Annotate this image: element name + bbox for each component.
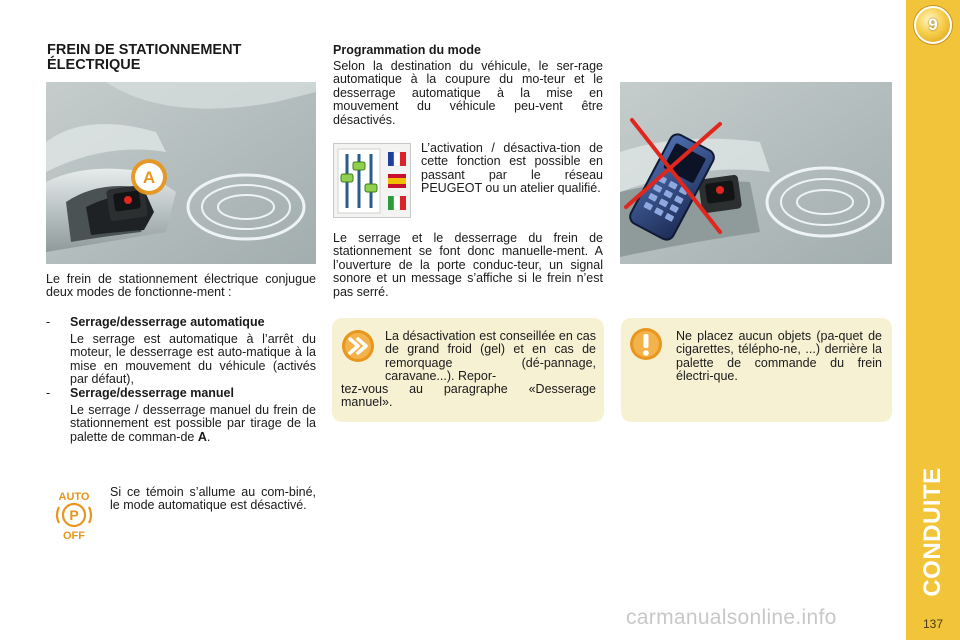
mode-manual-marker: A <box>197 429 207 444</box>
mode-manual-description <box>70 404 316 444</box>
auto-icon-text-top: AUTO <box>58 491 90 503</box>
marker-a-label: A <box>142 168 156 187</box>
advice-note-text-continued: tez-vous au paragraphe «Desserage manuel». <box>341 382 596 410</box>
mode-manual-heading: Serrage/desserrage manuel <box>70 386 234 400</box>
watermark: carmanualsonline.info <box>626 606 837 629</box>
warning-note-text: Ne placez aucun objets (pa-quet de cigarettes, télépho-ne, ...) derrière la palette de commande du frein électri-que. <box>676 329 882 384</box>
page-title-line1: FREIN DE STATIONNEMENT <box>47 42 242 58</box>
advice-note-text: La désactivation est conseillée en cas de grand froid (gel) et en cas de remorquage (dé-pannage, caravane...). Repor- <box>385 329 596 384</box>
intro-paragraph: Le frein de stationnement électrique conjugue deux modes de fonctionne-ment : <box>46 272 316 300</box>
page-number: 137 <box>922 617 944 631</box>
page-title <box>47 43 307 73</box>
list-dash: - <box>46 315 51 329</box>
forbidden-object-photo <box>620 82 892 264</box>
parking-brake-photo <box>46 82 316 264</box>
exclamation-warning-icon <box>628 326 664 362</box>
mode-automatic-heading: Serrage/desserrage automatique <box>70 315 265 329</box>
crossed-phone-illustration <box>620 82 892 264</box>
mode-automatic-description: Le serrage est automatique à l’arrêt du moteur, le desserrage est auto-matique à la mise en mouvement du véhicule (activés par défaut), <box>70 332 316 387</box>
indicator-text: Si ce témoin s’allume au com-biné, le mode automatique est désactivé. <box>110 485 316 513</box>
auto-icon-text-bottom: OFF <box>63 530 85 541</box>
page-title-line2: ÉLECTRIQUE <box>47 57 141 73</box>
mode-programming-text: Selon la destination du véhicule, le ser-rage automatique à la coupure du mo-teur et le desserrage automatique à la mise en mouvement du véhicule peu-vent être désactivés. <box>333 59 603 127</box>
manual-operation-text: Le serrage et le desserrage du frein de stationnement se font donc manuelle-ment. A l’ouverture de la porte conduc-teur, un signal sonore et un message s’affiche si le frein n’est pas serré. <box>333 231 603 299</box>
chapter-number: 9 <box>928 15 938 34</box>
settings-sliders-image <box>333 143 411 218</box>
sliders-flags-icon <box>334 144 410 217</box>
list-dash: - <box>46 386 51 400</box>
activation-text: L’activation / désactiva-tion de cette fonction est possible en passant par le réseau PEUGEOT ou un atelier qualifié. <box>421 141 603 196</box>
section-label: CONDUITE <box>919 467 946 597</box>
section-tab <box>918 468 948 596</box>
auto-icon-text-mid: P <box>69 507 79 523</box>
mode-manual-description-text: Le serrage / desserrage manuel du frein de stationnement est possible par tirage de la palette de comman-de <box>70 403 316 444</box>
auto-p-off-warning-icon <box>52 489 96 541</box>
chevron-arrow-icon <box>340 328 376 364</box>
chapter-number-badge <box>914 6 952 44</box>
section-subheading: Programmation du mode <box>333 43 481 57</box>
parking-brake-illustration <box>46 82 316 264</box>
mode-manual-description-end: . <box>206 429 211 444</box>
